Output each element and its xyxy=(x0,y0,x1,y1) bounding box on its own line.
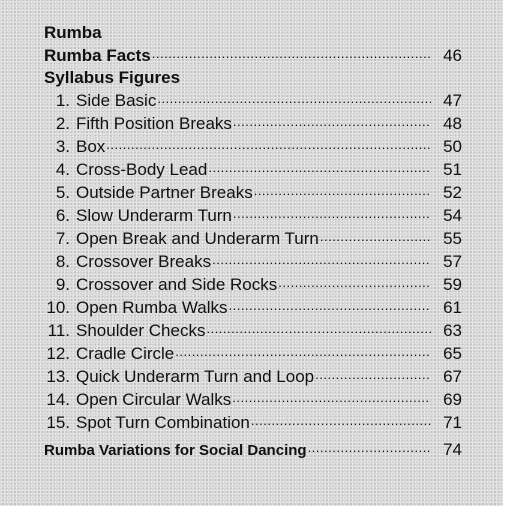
entry-label: Fifth Position Breaks xyxy=(76,114,232,133)
entry-label: Crossover Breaks xyxy=(76,252,212,271)
toc-entry-figure[interactable] xyxy=(44,250,462,273)
dot-leader xyxy=(315,368,431,382)
toc-entry-figure[interactable] xyxy=(44,112,462,135)
dot-leader xyxy=(206,322,431,336)
figure-number: 11. xyxy=(47,321,70,340)
page-number: 55 xyxy=(443,229,462,248)
section-title: Rumba xyxy=(44,23,102,42)
figure-number: 12. xyxy=(46,344,70,363)
dot-leader xyxy=(308,441,431,455)
dot-leader xyxy=(212,253,431,267)
toc-entry-figure[interactable] xyxy=(44,89,462,112)
entry-label: Crossover and Side Rocks xyxy=(76,275,278,294)
page-edge-right xyxy=(503,0,507,509)
figure-number: 5. xyxy=(55,183,70,202)
entry-label: Slow Underarm Turn xyxy=(76,206,232,225)
syllabus-heading: Syllabus Figures xyxy=(44,68,181,87)
entry-label: Spot Turn Combination xyxy=(76,413,250,432)
toc-entry-figure[interactable] xyxy=(44,388,462,411)
figure-number: 3. xyxy=(55,137,70,156)
dot-leader xyxy=(175,345,431,359)
entry-label: Quick Underarm Turn and Loop xyxy=(76,367,315,386)
figure-number: 14. xyxy=(46,390,70,409)
toc-entry-figure[interactable] xyxy=(44,158,462,181)
entry-label: Open Circular Walks xyxy=(76,390,232,409)
dot-leader xyxy=(208,161,431,175)
dot-leader xyxy=(233,115,431,129)
page-number: 51 xyxy=(443,160,462,179)
page-number: 69 xyxy=(443,390,462,409)
page-number: 74 xyxy=(443,440,462,459)
figure-number: 8. xyxy=(55,252,70,271)
figure-number: 9. xyxy=(55,275,70,294)
page-number: 57 xyxy=(443,252,462,271)
figure-list xyxy=(44,89,462,434)
toc-entry-figure[interactable] xyxy=(44,135,462,158)
toc-entry-figure[interactable] xyxy=(44,227,462,250)
dot-leader xyxy=(157,92,431,106)
page-number: 50 xyxy=(443,137,462,156)
page-number: 71 xyxy=(443,413,462,432)
toc-entry-figure[interactable] xyxy=(44,319,462,342)
dot-leader xyxy=(232,391,431,405)
dot-leader xyxy=(106,138,431,152)
page-number: 52 xyxy=(443,183,462,202)
figure-number: 10. xyxy=(46,298,70,317)
page-number: 54 xyxy=(443,206,462,225)
figure-number: 2. xyxy=(55,114,70,133)
toc-entry-figure[interactable] xyxy=(44,296,462,319)
table-of-contents xyxy=(44,22,462,461)
page-number: 67 xyxy=(443,367,462,386)
page-number: 48 xyxy=(443,114,462,133)
page-number: 61 xyxy=(443,298,462,317)
page-number: 65 xyxy=(443,344,462,363)
toc-entry-figure[interactable] xyxy=(44,273,462,296)
figure-number: 4. xyxy=(55,160,70,179)
figure-number: 6. xyxy=(55,206,70,225)
entry-label: Rumba Facts xyxy=(44,46,151,65)
toc-entry-figure[interactable] xyxy=(44,181,462,204)
toc-entry-variations[interactable] xyxy=(44,438,462,461)
entry-label: Open Rumba Walks xyxy=(76,298,228,317)
entry-label: Side Basic xyxy=(76,91,157,110)
figure-number: 15. xyxy=(46,413,70,432)
figure-number: 13. xyxy=(46,367,70,386)
figure-number: 7. xyxy=(55,229,70,248)
toc-entry-figure[interactable] xyxy=(44,204,462,227)
page-number: 59 xyxy=(443,275,462,294)
entry-label: Open Break and Underarm Turn xyxy=(76,229,319,248)
page-number: 63 xyxy=(443,321,462,340)
dot-leader xyxy=(233,207,431,221)
dot-leader xyxy=(254,184,431,198)
entry-label: Box xyxy=(76,137,106,156)
dot-leader xyxy=(278,276,431,290)
page-number: 46 xyxy=(443,46,462,65)
figure-number: 1. xyxy=(55,91,70,110)
entry-label: Cradle Circle xyxy=(76,344,175,363)
entry-label: Outside Partner Breaks xyxy=(76,183,253,202)
toc-entry-figure[interactable] xyxy=(44,342,462,365)
dot-leader xyxy=(152,47,431,61)
toc-entry-figure[interactable] xyxy=(44,365,462,388)
dot-leader xyxy=(320,230,431,244)
dot-leader xyxy=(228,299,431,313)
page-number: 47 xyxy=(443,91,462,110)
entry-label: Shoulder Checks xyxy=(76,321,206,340)
toc-entry-rumba-facts[interactable] xyxy=(44,44,462,67)
entry-label: Cross-Body Lead xyxy=(76,160,208,179)
entry-label: Rumba Variations for Social Dancing xyxy=(44,442,307,459)
toc-entry-figure[interactable] xyxy=(44,411,462,434)
dot-leader xyxy=(251,414,431,428)
